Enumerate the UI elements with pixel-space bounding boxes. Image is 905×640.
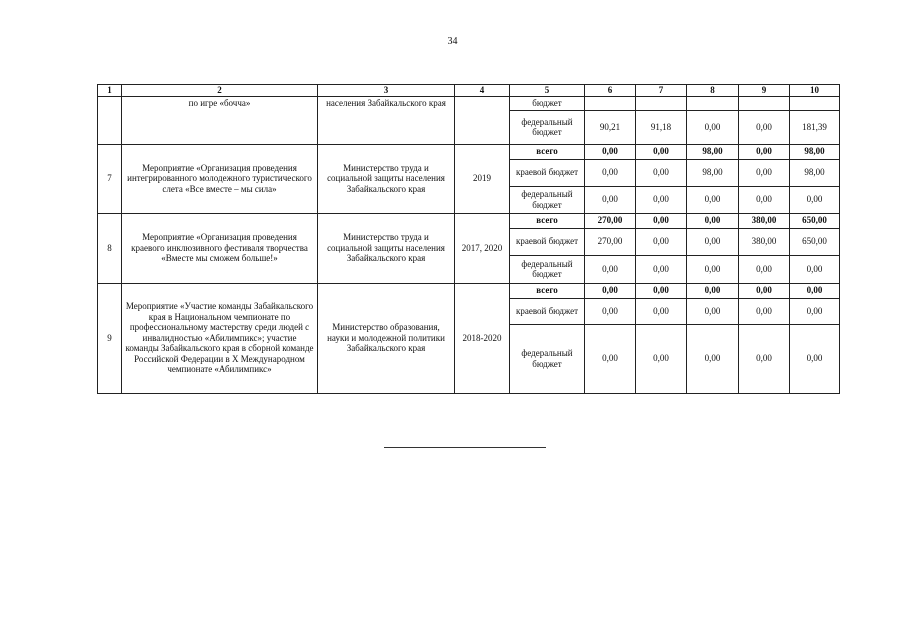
value-cell: 0,00 <box>687 186 739 213</box>
value-cell: 0,00 <box>585 283 636 298</box>
value-cell: 98,00 <box>687 159 739 186</box>
header-cell: 3 <box>318 85 455 97</box>
header-cell: 6 <box>585 85 636 97</box>
header-cell: 7 <box>636 85 687 97</box>
value-cell: 0,00 <box>636 159 687 186</box>
value-cell: 0,00 <box>687 324 739 393</box>
item-number: 9 <box>98 283 122 393</box>
value-cell: 0,00 <box>790 186 840 213</box>
item-name: Мероприятие «Организация проведения интегрированного молодежного туристического слета «Все вместе – мы сила» <box>122 144 318 213</box>
item-years: 2017, 2020 <box>455 213 510 283</box>
value-cell: 0,00 <box>636 255 687 283</box>
value-cell: 0,00 <box>636 186 687 213</box>
value-cell: 0,00 <box>739 186 790 213</box>
value-cell: 181,39 <box>790 110 840 144</box>
item-executor: населения Забайкальского края <box>318 97 455 145</box>
budget-label: федеральный бюджет <box>510 324 585 393</box>
value-cell: 90,21 <box>585 110 636 144</box>
value-cell: 0,00 <box>585 324 636 393</box>
budget-label: краевой бюджет <box>510 228 585 255</box>
header-cell: 1 <box>98 85 122 97</box>
value-cell: 0,00 <box>636 283 687 298</box>
value-cell: 0,00 <box>687 228 739 255</box>
value-cell: 0,00 <box>687 110 739 144</box>
budget-label: бюджет <box>510 97 585 111</box>
value-cell: 0,00 <box>585 298 636 324</box>
item-number: 8 <box>98 213 122 283</box>
value-cell: 0,00 <box>585 159 636 186</box>
budget-label: краевой бюджет <box>510 159 585 186</box>
value-cell: 0,00 <box>739 110 790 144</box>
header-cell: 4 <box>455 85 510 97</box>
budget-label: федеральный бюджет <box>510 255 585 283</box>
value-cell: 98,00 <box>790 159 840 186</box>
item-executor: Министерство труда и социальной защиты населения Забайкальского края <box>318 213 455 283</box>
value-cell <box>687 97 739 111</box>
value-cell: 91,18 <box>636 110 687 144</box>
value-cell: 0,00 <box>636 324 687 393</box>
table-row <box>98 144 840 159</box>
value-cell: 0,00 <box>636 298 687 324</box>
item-executor: Министерство образования, науки и молодежной политики Забайкальского края <box>318 283 455 393</box>
value-cell: 0,00 <box>739 144 790 159</box>
value-cell: 0,00 <box>687 283 739 298</box>
value-cell: 0,00 <box>687 255 739 283</box>
table-row <box>98 283 840 298</box>
value-cell: 0,00 <box>687 213 739 228</box>
value-cell: 98,00 <box>790 144 840 159</box>
value-cell: 380,00 <box>739 228 790 255</box>
value-cell: 0,00 <box>636 213 687 228</box>
value-cell: 650,00 <box>790 228 840 255</box>
header-cell: 9 <box>739 85 790 97</box>
header-cell: 5 <box>510 85 585 97</box>
value-cell: 0,00 <box>790 283 840 298</box>
value-cell <box>790 97 840 111</box>
value-cell <box>739 97 790 111</box>
item-name: по игре «бочча» <box>122 97 318 145</box>
value-cell: 0,00 <box>687 298 739 324</box>
item-years: 2018-2020 <box>455 283 510 393</box>
value-cell: 98,00 <box>687 144 739 159</box>
budget-label: федеральный бюджет <box>510 186 585 213</box>
value-cell: 0,00 <box>790 298 840 324</box>
budget-label: федеральный бюджет <box>510 110 585 144</box>
value-cell: 0,00 <box>636 228 687 255</box>
value-cell: 0,00 <box>739 283 790 298</box>
item-number <box>98 97 122 145</box>
program-table <box>97 84 840 394</box>
header-row <box>98 85 840 97</box>
value-cell: 0,00 <box>585 186 636 213</box>
header-cell: 8 <box>687 85 739 97</box>
value-cell: 0,00 <box>739 159 790 186</box>
value-cell: 0,00 <box>585 255 636 283</box>
value-cell: 0,00 <box>790 255 840 283</box>
value-cell: 650,00 <box>790 213 840 228</box>
header-cell: 10 <box>790 85 840 97</box>
page-number: 34 <box>447 36 458 47</box>
table-row <box>98 97 840 111</box>
value-cell: 380,00 <box>739 213 790 228</box>
budget-label: всего <box>510 283 585 298</box>
value-cell: 0,00 <box>739 298 790 324</box>
value-cell <box>585 97 636 111</box>
table-row <box>98 213 840 228</box>
item-name: Мероприятие «Участие команды Забайкальского края в Национальном чемпионате по профессиональному мастерству среди людей с инвалидностью «Абилимпикс»; участие команды Забайкальского края в сборной команде Российской Федерации в X Международном чемпионате «Абилимпикс» <box>122 283 318 393</box>
value-cell: 0,00 <box>790 324 840 393</box>
item-name: Мероприятие «Организация проведения краевого инклюзивного фестиваля творчества «Вместе мы сможем больше!» <box>122 213 318 283</box>
value-cell <box>636 97 687 111</box>
item-years: 2019 <box>455 144 510 213</box>
header-cell: 2 <box>122 85 318 97</box>
value-cell: 0,00 <box>585 144 636 159</box>
value-cell: 0,00 <box>739 255 790 283</box>
value-cell: 270,00 <box>585 228 636 255</box>
budget-label: краевой бюджет <box>510 298 585 324</box>
value-cell: 0,00 <box>739 324 790 393</box>
item-number: 7 <box>98 144 122 213</box>
value-cell: 0,00 <box>636 144 687 159</box>
item-executor: Министерство труда и социальной защиты населения Забайкальского края <box>318 144 455 213</box>
budget-label: всего <box>510 144 585 159</box>
item-years <box>455 97 510 145</box>
footer-divider <box>384 447 546 448</box>
value-cell: 270,00 <box>585 213 636 228</box>
budget-label: всего <box>510 213 585 228</box>
